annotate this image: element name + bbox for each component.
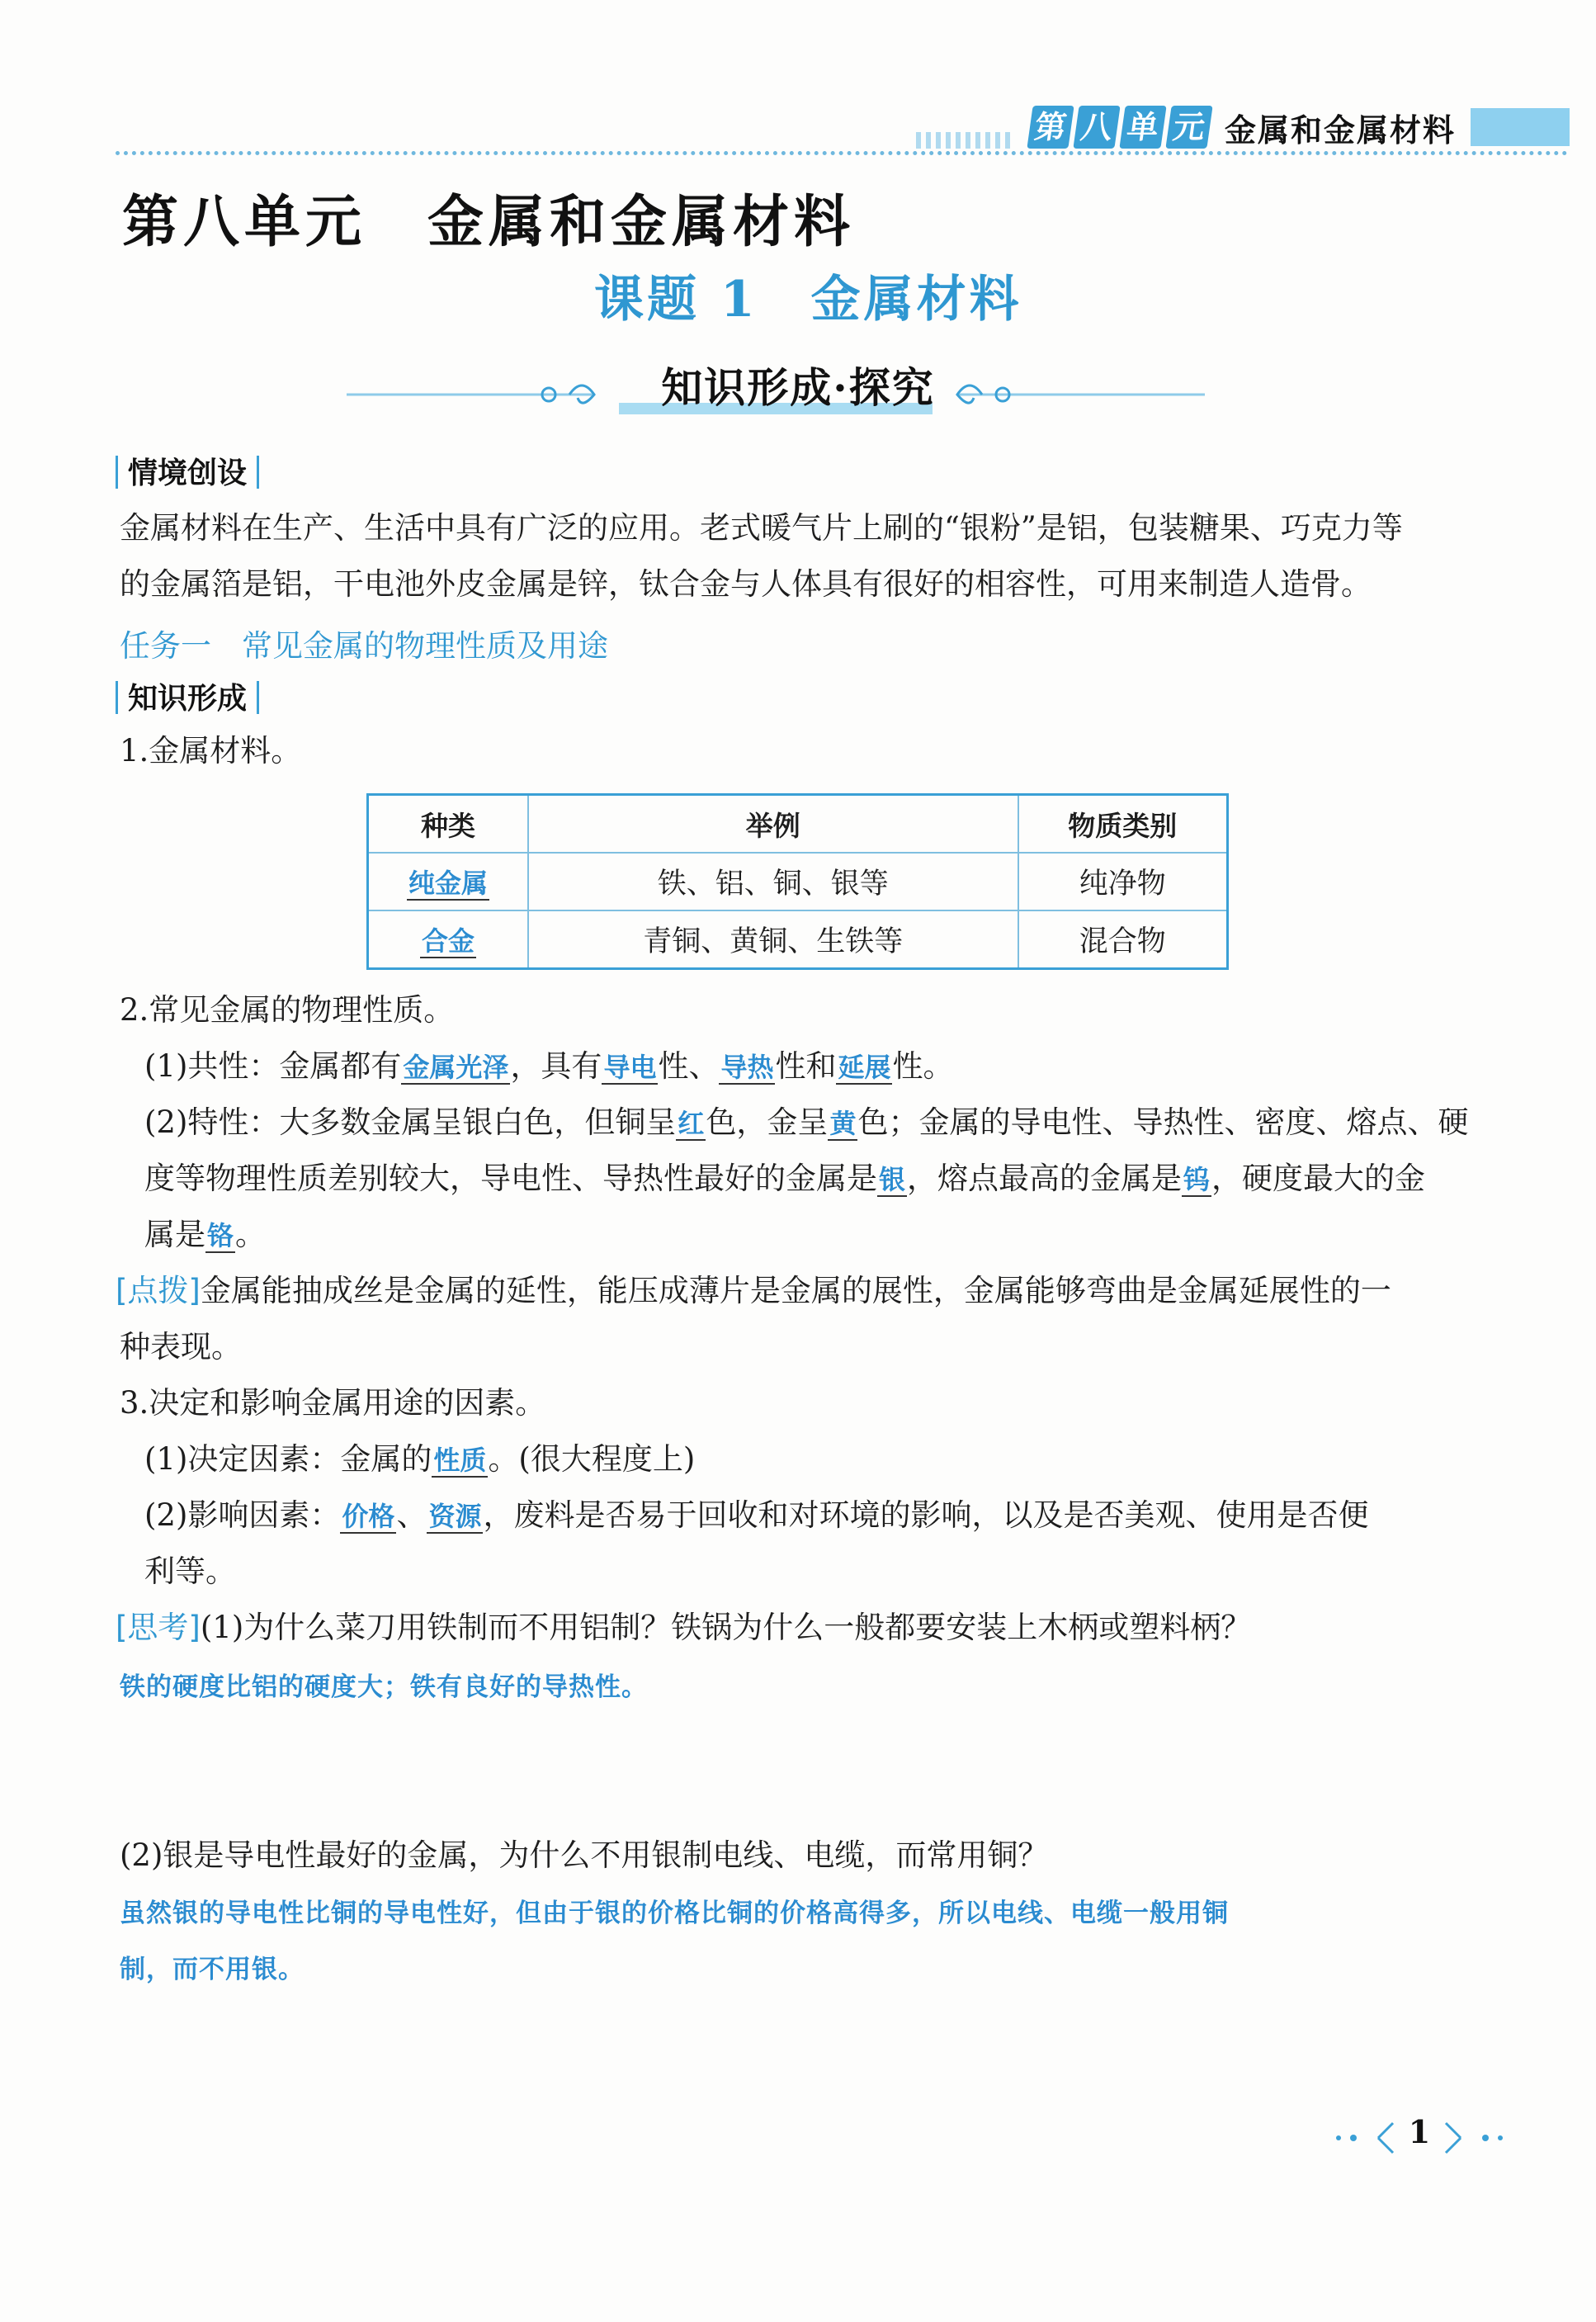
handwritten-answer: 铁的硬度比铝的硬度大；铁有良好的导热性。: [120, 1672, 648, 1702]
think-question: (2)银是导电性最好的金属，为什么不用银制电线、电缆，而常用铜？: [120, 1837, 1049, 1873]
special-properties-line: 属是铬。: [144, 1217, 267, 1252]
table-header-row: [368, 795, 1228, 854]
table-cell: 青铜、黄铜、生铁等: [528, 910, 1018, 969]
item-heading: 1.金属材料。: [120, 733, 302, 768]
answer-fill: 红: [678, 1108, 705, 1139]
table-cell: 铁、铝、铜、银等: [528, 853, 1018, 910]
header-decoration: [916, 132, 1015, 149]
item-heading: 3.决定和影响金属用途的因素。: [120, 1385, 546, 1421]
metal-materials-table: [366, 793, 1229, 970]
task-heading: 任务一 常见金属的物理性质及用途: [120, 628, 608, 664]
table-row: [368, 853, 1228, 910]
table-header: 种类: [368, 795, 528, 854]
handwritten-answer: 虽然银的导电性比铜的导电性好，但由于银的价格比铜的价格高得多，所以电线、电缆一般用铜: [120, 1899, 1229, 1928]
table-answer: 纯金属: [408, 868, 488, 899]
unit-badge-char: 单: [1119, 106, 1166, 149]
scenario-line: 的金属箔是铝，干电池外皮金属是锌，钛合金与人体具有很好的相容性，可用来制造人造骨。: [120, 566, 1372, 602]
table-cell: 混合物: [1018, 910, 1228, 969]
special-properties-line: 度等物理性质差别较大，导电性、导热性最好的金属是银，熔点最高的金属是钨，硬度最大的金: [144, 1161, 1426, 1196]
answer-fill: 钨: [1183, 1164, 1211, 1195]
table-header: 举例: [528, 795, 1018, 854]
answer-fill: 价格: [342, 1501, 395, 1532]
tip-line: [点拨]金属能抽成丝是金属的延性，能压成薄片是金属的展性，金属能够弯曲是金属延展性的一: [116, 1273, 1391, 1308]
unit-badge-char: 元: [1165, 106, 1212, 149]
header-color-bar: [1471, 108, 1570, 146]
unit-badge: [1030, 106, 1210, 149]
answer-fill: 导电: [603, 1052, 657, 1083]
tip-tag: [点拨]: [116, 1273, 201, 1308]
special-properties-line: (2)特性：大多数金属呈银白色，但铜呈红色，金呈黄色；金属的导电性、导热性、密度、熔点、硬: [144, 1104, 1469, 1140]
unit-heading: 第八单元 金属和金属材料: [122, 189, 856, 255]
answer-fill: 银: [879, 1164, 906, 1195]
tip-line: 种表现。: [120, 1329, 242, 1364]
influence-factor-line: (2)影响因素：价格、资源，废料是否易于回收和对环境的影响，以及是否美观、使用是否便: [144, 1497, 1369, 1533]
lesson-heading: 课题 1 金属材料: [594, 271, 1022, 329]
label-knowledge: 知识形成: [116, 675, 259, 719]
think-question: [思考](1)为什么菜刀用铁制而不用铝制？铁锅为什么一般都要安装上木柄或塑料柄？: [116, 1610, 1252, 1645]
table-header: 物质类别: [1018, 795, 1228, 854]
answer-fill: 资源: [428, 1501, 482, 1532]
label-scenario: 情境创设: [116, 450, 259, 494]
page-number: 1: [1408, 2113, 1431, 2150]
answer-fill: 性质: [433, 1445, 487, 1476]
answer-fill: 铬: [207, 1220, 234, 1251]
table-answer: 合金: [421, 925, 475, 957]
answer-fill: 导热: [720, 1052, 774, 1083]
section-banner: 知识形成·探究: [661, 363, 935, 412]
table-cell: 纯净物: [1018, 853, 1228, 910]
influence-factor-line: 利等。: [144, 1554, 236, 1589]
item-heading: 2.常见金属的物理性质。: [120, 992, 455, 1028]
running-header: [1030, 101, 1570, 154]
answer-fill: 黄: [829, 1108, 857, 1139]
unit-badge-char: 八: [1073, 106, 1120, 149]
running-header-title: 金属和金属材料: [1224, 111, 1456, 149]
scenario-line: 金属材料在生产、生活中具有广泛的应用。老式暖气片上刷的“银粉”是铝，包装糖果、巧克力等: [120, 510, 1403, 546]
handwritten-answer: 制，而不用银。: [120, 1955, 305, 1984]
decide-factor-line: (1)决定因素：金属的性质。(很大程度上): [144, 1441, 696, 1477]
common-properties-line: (1)共性：金属都有金属光泽，具有导电性、导热性和延展性。: [144, 1048, 954, 1084]
answer-fill: 延展: [838, 1052, 891, 1083]
unit-badge-char: 第: [1027, 106, 1074, 149]
table-row: [368, 910, 1228, 969]
answer-fill: 金属光泽: [403, 1052, 509, 1083]
think-tag: [思考]: [116, 1610, 201, 1645]
